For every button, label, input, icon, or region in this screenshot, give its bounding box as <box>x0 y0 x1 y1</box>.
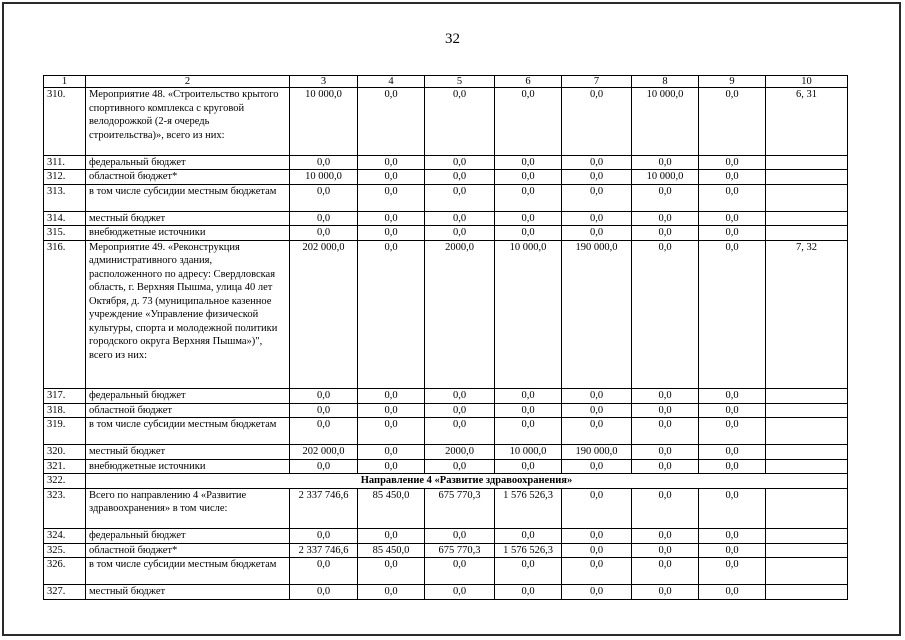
value-cell: 202 000,0 <box>290 240 358 389</box>
target-indicator-ref <box>766 529 848 544</box>
value-cell: 0,0 <box>358 529 425 544</box>
value-cell: 0,0 <box>562 155 632 170</box>
table-row <box>44 155 848 170</box>
value-cell: 0,0 <box>425 403 495 418</box>
value-cell: 0,0 <box>699 543 766 558</box>
value-cell: 0,0 <box>425 184 495 211</box>
value-cell: 2 337 746,6 <box>290 543 358 558</box>
value-cell: 0,0 <box>495 558 562 585</box>
table-header-row <box>44 76 848 88</box>
value-cell: 85 450,0 <box>358 543 425 558</box>
page-number: 32 <box>445 31 460 47</box>
value-cell: 0,0 <box>290 529 358 544</box>
target-indicator-ref <box>766 558 848 585</box>
value-cell: 0,0 <box>425 88 495 156</box>
value-cell: 0,0 <box>562 170 632 185</box>
row-description: областной бюджет* <box>86 170 290 185</box>
row-number: 324. <box>44 529 86 544</box>
value-cell: 0,0 <box>358 211 425 226</box>
value-cell: 0,0 <box>425 226 495 241</box>
value-cell: 0,0 <box>562 558 632 585</box>
row-description: федеральный бюджет <box>86 389 290 404</box>
table-row <box>44 389 848 404</box>
value-cell: 0,0 <box>699 184 766 211</box>
target-indicator-ref <box>766 170 848 185</box>
target-indicator-ref <box>766 403 848 418</box>
value-cell: 0,0 <box>699 88 766 156</box>
value-cell: 0,0 <box>290 184 358 211</box>
value-cell: 0,0 <box>699 585 766 600</box>
value-cell: 10 000,0 <box>632 88 699 156</box>
row-description: федеральный бюджет <box>86 529 290 544</box>
table-row <box>44 529 848 544</box>
value-cell: 0,0 <box>699 389 766 404</box>
value-cell: 0,0 <box>358 170 425 185</box>
table-row <box>44 488 848 529</box>
value-cell: 0,0 <box>358 389 425 404</box>
value-cell: 0,0 <box>562 488 632 529</box>
value-cell: 0,0 <box>699 240 766 389</box>
row-number: 314. <box>44 211 86 226</box>
value-cell: 0,0 <box>358 403 425 418</box>
target-indicator-ref <box>766 389 848 404</box>
value-cell: 190 000,0 <box>562 445 632 460</box>
value-cell: 0,0 <box>425 529 495 544</box>
value-cell: 0,0 <box>290 389 358 404</box>
value-cell: 0,0 <box>290 459 358 474</box>
value-cell: 0,0 <box>632 389 699 404</box>
row-number: 311. <box>44 155 86 170</box>
value-cell: 1 576 526,3 <box>495 543 562 558</box>
value-cell: 0,0 <box>562 529 632 544</box>
value-cell: 0,0 <box>290 585 358 600</box>
row-number: 316. <box>44 240 86 389</box>
value-cell: 0,0 <box>632 226 699 241</box>
table-row <box>44 226 848 241</box>
budget-table <box>43 75 848 600</box>
value-cell: 0,0 <box>562 459 632 474</box>
value-cell: 0,0 <box>290 418 358 445</box>
value-cell: 0,0 <box>632 403 699 418</box>
value-cell: 10 000,0 <box>495 445 562 460</box>
value-cell: 0,0 <box>699 445 766 460</box>
target-indicator-ref <box>766 226 848 241</box>
value-cell: 0,0 <box>495 585 562 600</box>
value-cell: 675 770,3 <box>425 488 495 529</box>
column-header: 5 <box>425 76 495 88</box>
value-cell: 0,0 <box>425 389 495 404</box>
value-cell: 0,0 <box>358 418 425 445</box>
row-description: областной бюджет <box>86 403 290 418</box>
value-cell: 0,0 <box>632 418 699 445</box>
target-indicator-ref <box>766 445 848 460</box>
value-cell: 0,0 <box>358 240 425 389</box>
value-cell: 190 000,0 <box>562 240 632 389</box>
value-cell: 0,0 <box>358 445 425 460</box>
column-header: 9 <box>699 76 766 88</box>
column-header: 3 <box>290 76 358 88</box>
target-indicator-ref <box>766 211 848 226</box>
section-heading: Направление 4 «Развитие здравоохранения» <box>86 474 848 489</box>
value-cell: 0,0 <box>699 529 766 544</box>
value-cell: 2 337 746,6 <box>290 488 358 529</box>
row-number: 317. <box>44 389 86 404</box>
value-cell: 0,0 <box>632 543 699 558</box>
row-description: в том числе субсидии местным бюджетам <box>86 184 290 211</box>
value-cell: 0,0 <box>495 155 562 170</box>
value-cell: 10 000,0 <box>632 170 699 185</box>
value-cell: 0,0 <box>495 403 562 418</box>
value-cell: 0,0 <box>632 184 699 211</box>
target-indicator-ref <box>766 459 848 474</box>
row-description: внебюджетные источники <box>86 459 290 474</box>
row-description: Мероприятие 48. «Строительство крытого спортивного комплекса с круговой велодорожкой (2-я очередь строительства)», всего из них: <box>86 88 290 156</box>
row-number: 321. <box>44 459 86 474</box>
table-row <box>44 459 848 474</box>
column-header: 8 <box>632 76 699 88</box>
value-cell: 0,0 <box>495 226 562 241</box>
row-number: 322. <box>44 474 86 489</box>
value-cell: 2000,0 <box>425 240 495 389</box>
value-cell: 0,0 <box>632 488 699 529</box>
target-indicator-ref <box>766 155 848 170</box>
row-description: внебюджетные источники <box>86 226 290 241</box>
value-cell: 2000,0 <box>425 445 495 460</box>
target-indicator-ref <box>766 543 848 558</box>
table-row <box>44 184 848 211</box>
value-cell: 0,0 <box>632 585 699 600</box>
row-number: 325. <box>44 543 86 558</box>
value-cell: 0,0 <box>425 418 495 445</box>
table-row <box>44 445 848 460</box>
value-cell: 0,0 <box>495 529 562 544</box>
value-cell: 0,0 <box>699 558 766 585</box>
target-indicator-ref <box>766 418 848 445</box>
value-cell: 202 000,0 <box>290 445 358 460</box>
value-cell: 0,0 <box>632 558 699 585</box>
value-cell: 0,0 <box>290 403 358 418</box>
table-row <box>44 403 848 418</box>
value-cell: 0,0 <box>358 155 425 170</box>
value-cell: 85 450,0 <box>358 488 425 529</box>
column-header: 2 <box>86 76 290 88</box>
row-description: Всего по направлению 4 «Развитие здравоохранения» в том числе: <box>86 488 290 529</box>
value-cell: 0,0 <box>562 226 632 241</box>
target-indicator-ref <box>766 488 848 529</box>
column-header: 7 <box>562 76 632 88</box>
value-cell: 0,0 <box>495 459 562 474</box>
row-number: 318. <box>44 403 86 418</box>
value-cell: 0,0 <box>290 155 358 170</box>
value-cell: 0,0 <box>495 88 562 156</box>
table-row <box>44 211 848 226</box>
row-description: в том числе субсидии местным бюджетам <box>86 418 290 445</box>
row-number: 312. <box>44 170 86 185</box>
target-indicator-ref <box>766 585 848 600</box>
row-number: 323. <box>44 488 86 529</box>
value-cell: 10 000,0 <box>290 88 358 156</box>
value-cell: 0,0 <box>425 211 495 226</box>
row-description: местный бюджет <box>86 445 290 460</box>
row-description: местный бюджет <box>86 585 290 600</box>
table-row <box>44 170 848 185</box>
row-number: 327. <box>44 585 86 600</box>
value-cell: 0,0 <box>425 558 495 585</box>
table-row <box>44 558 848 585</box>
value-cell: 0,0 <box>358 459 425 474</box>
value-cell: 0,0 <box>358 558 425 585</box>
table-row <box>44 88 848 156</box>
value-cell: 0,0 <box>562 418 632 445</box>
column-header: 1 <box>44 76 86 88</box>
value-cell: 0,0 <box>358 585 425 600</box>
value-cell: 0,0 <box>562 389 632 404</box>
value-cell: 0,0 <box>562 184 632 211</box>
value-cell: 0,0 <box>632 445 699 460</box>
value-cell: 0,0 <box>562 403 632 418</box>
value-cell: 0,0 <box>699 211 766 226</box>
value-cell: 10 000,0 <box>495 240 562 389</box>
value-cell: 0,0 <box>425 459 495 474</box>
target-indicator-ref: 6, 31 <box>766 88 848 156</box>
table-body <box>44 76 848 600</box>
row-description: областной бюджет* <box>86 543 290 558</box>
value-cell: 0,0 <box>495 389 562 404</box>
column-header: 6 <box>495 76 562 88</box>
row-number: 315. <box>44 226 86 241</box>
value-cell: 0,0 <box>562 543 632 558</box>
value-cell: 0,0 <box>699 403 766 418</box>
value-cell: 0,0 <box>699 155 766 170</box>
value-cell: 0,0 <box>290 211 358 226</box>
row-number: 313. <box>44 184 86 211</box>
table-row <box>44 585 848 600</box>
value-cell: 0,0 <box>562 88 632 156</box>
row-number: 326. <box>44 558 86 585</box>
value-cell: 0,0 <box>358 226 425 241</box>
value-cell: 10 000,0 <box>290 170 358 185</box>
value-cell: 0,0 <box>290 226 358 241</box>
value-cell: 0,0 <box>632 529 699 544</box>
row-number: 310. <box>44 88 86 156</box>
target-indicator-ref: 7, 32 <box>766 240 848 389</box>
value-cell: 0,0 <box>425 585 495 600</box>
row-number: 320. <box>44 445 86 460</box>
value-cell: 0,0 <box>632 459 699 474</box>
value-cell: 0,0 <box>495 170 562 185</box>
column-header: 4 <box>358 76 425 88</box>
row-number: 319. <box>44 418 86 445</box>
value-cell: 0,0 <box>358 88 425 156</box>
value-cell: 0,0 <box>632 211 699 226</box>
table-row <box>44 240 848 389</box>
value-cell: 0,0 <box>562 211 632 226</box>
value-cell: 0,0 <box>495 184 562 211</box>
table-row <box>44 418 848 445</box>
column-header: 10 <box>766 76 848 88</box>
target-indicator-ref <box>766 184 848 211</box>
value-cell: 1 576 526,3 <box>495 488 562 529</box>
value-cell: 0,0 <box>699 459 766 474</box>
row-description: Мероприятие 49. «Реконструкция административного здания, расположенного по адресу: Свердловская область, г. Верхняя Пышма, улица 40 лет Октября, д. 73 (муниципальное казенное учреждение «Управление физической культуры, спорта и молодежной политики городского округа Верхняя Пышма»)", всего из них: <box>86 240 290 389</box>
value-cell: 0,0 <box>425 170 495 185</box>
value-cell: 0,0 <box>358 184 425 211</box>
value-cell: 0,0 <box>632 155 699 170</box>
table-row <box>44 474 848 489</box>
value-cell: 0,0 <box>632 240 699 389</box>
value-cell: 0,0 <box>290 558 358 585</box>
value-cell: 0,0 <box>562 585 632 600</box>
value-cell: 675 770,3 <box>425 543 495 558</box>
value-cell: 0,0 <box>495 418 562 445</box>
table-row <box>44 543 848 558</box>
value-cell: 0,0 <box>699 488 766 529</box>
value-cell: 0,0 <box>495 211 562 226</box>
value-cell: 0,0 <box>425 155 495 170</box>
value-cell: 0,0 <box>699 226 766 241</box>
value-cell: 0,0 <box>699 418 766 445</box>
value-cell: 0,0 <box>699 170 766 185</box>
row-description: федеральный бюджет <box>86 155 290 170</box>
row-description: в том числе субсидии местным бюджетам <box>86 558 290 585</box>
row-description: местный бюджет <box>86 211 290 226</box>
